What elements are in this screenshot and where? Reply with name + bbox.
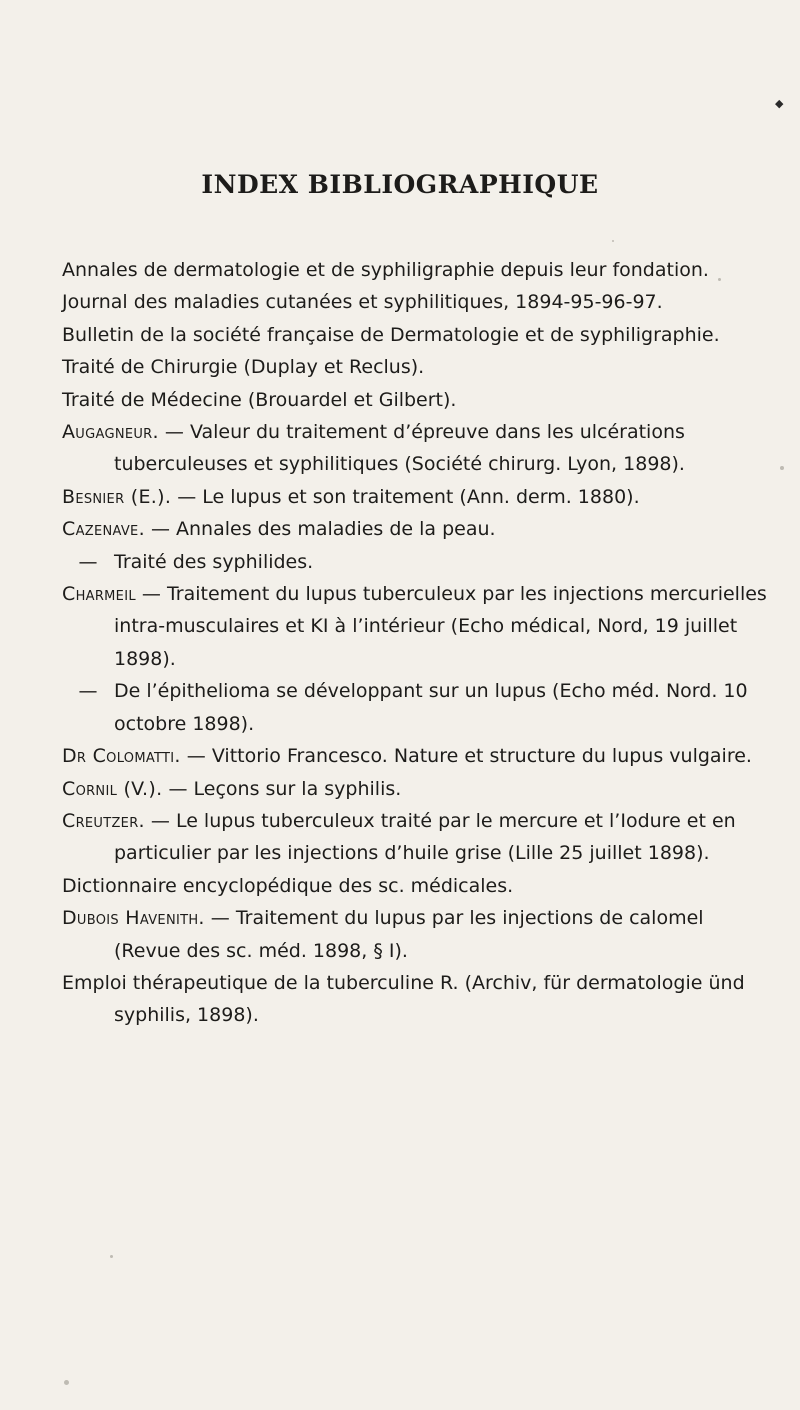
ditto-dash: — <box>78 680 98 703</box>
bibliography-entry <box>62 578 774 675</box>
bibliography-entry <box>62 546 774 578</box>
entry-text: — Le lupus et son traitement (Ann. derm. 1880). <box>171 485 640 508</box>
bibliography-entry <box>62 902 774 967</box>
entry-text: — Le lupus tuberculeux traité par le mercure et l’Iodure et en particulier par les injections d’huile grise (Lille 25 juillet 1898). <box>114 809 736 865</box>
bibliography-entry <box>62 384 774 416</box>
entry-author: Charmeil <box>62 583 136 606</box>
entry-text: — Annales des maladies de la peau. <box>144 518 496 541</box>
entry-text: Dictionnaire encyclopédique des sc. médicales. <box>62 874 514 897</box>
bibliography-entry <box>62 870 774 902</box>
entry-text: — Leçons sur la syphilis. <box>162 777 402 800</box>
page-title: INDEX BIBLIOGRAPHIQUE <box>201 170 599 199</box>
entry-author: Augagneur. <box>62 421 159 444</box>
paper-speck <box>718 278 721 281</box>
paper-speck <box>64 1380 69 1385</box>
entry-author: Creutzer. <box>62 809 145 832</box>
entry-text: Traité des syphilides. <box>114 550 314 573</box>
entry-text: — Traitement du lupus par les injections de calomel (Revue des sc. méd. 1898, § I). <box>114 907 704 962</box>
entry-author: Besnier (E.). <box>62 485 172 508</box>
bibliography-entry <box>62 319 774 351</box>
ditto-dash: — <box>78 550 98 573</box>
bibliography-entry <box>62 286 774 318</box>
bibliography-list <box>62 254 774 1032</box>
bibliography-entry <box>62 773 774 805</box>
entry-text: Journal des maladies cutanées et syphilitiques, 1894-95-96-97. <box>62 291 663 314</box>
entry-text: — Traitement du lupus tuberculeux par les injections mercurielles intra-musculaires et KI à l’intérieur (Echo médical, Nord, 19 juillet 1898). <box>114 583 767 670</box>
entry-author: Cornil (V.). <box>62 777 163 800</box>
entry-text: Bulletin de la société française de Dermatologie et de syphiligraphie. <box>62 323 720 346</box>
paper-speck <box>780 466 784 470</box>
entry-text: Traité de Médecine (Brouardel et Gilbert). <box>62 388 457 411</box>
entry-text: Annales de dermatologie et de syphiligraphie depuis leur fondation. <box>62 259 709 281</box>
bibliography-entry <box>62 254 774 286</box>
entry-text: — Valeur du traitement d’épreuve dans les ulcérations tuberculeuses et syphilitiques (Société chirurg. Lyon, 1898). <box>114 421 685 476</box>
bibliography-entry <box>62 351 774 383</box>
entry-text: Traité de Chirurgie (Duplay et Reclus). <box>62 356 425 379</box>
entry-text: Emploi thérapeutique de la tuberculine R. (Archiv, für dermatologie ünd syphilis, 1898). <box>62 971 745 1027</box>
entry-text: De l’épithelioma se développant sur un lupus (Echo méd. Nord. 10 octobre 1898). <box>114 680 748 735</box>
bibliography-entry <box>62 481 774 513</box>
bibliography-entry <box>62 675 774 740</box>
bibliography-entry <box>62 967 774 1032</box>
paper-speck <box>110 1255 113 1258</box>
bibliography-entry <box>62 416 774 481</box>
bibliography-entry <box>62 805 774 870</box>
paper-speck <box>612 240 614 242</box>
entry-author: Dubois Havenith. <box>62 907 205 930</box>
entry-author: Dr Colomatti. <box>62 745 181 768</box>
bibliography-entry <box>62 740 774 772</box>
bibliography-entry <box>62 513 774 545</box>
entry-text: — Vittorio Francesco. Nature et structure du lupus vulgaire. <box>180 745 752 768</box>
entry-author: Cazenave. <box>62 518 145 541</box>
diamond-marker-icon: ◆ <box>775 97 784 110</box>
